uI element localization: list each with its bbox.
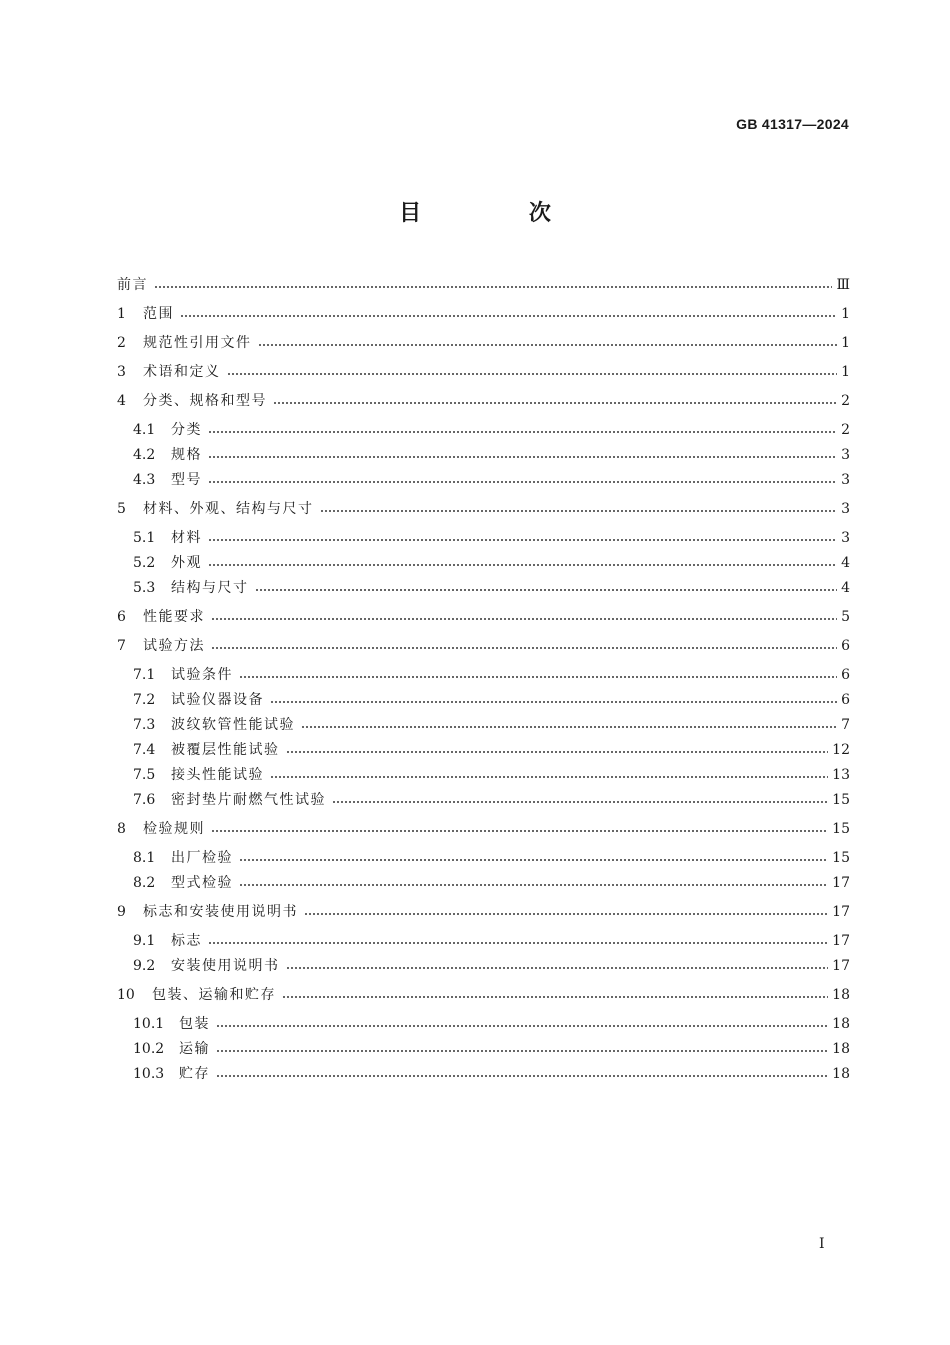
toc-entry-number: 7.6 [133,792,156,808]
toc-dot-leader [255,589,838,591]
toc-entry-page: 18 [832,987,850,1003]
toc-entry-page: 18 [832,1016,850,1032]
toc-entry-label: 包装 [179,1016,210,1032]
toc-entry-label: 试验方法 [143,638,205,654]
toc-entry-number: 4 [117,393,126,409]
toc-entry[interactable] [117,329,850,357]
standard-number: GB 41317—2024 [736,116,849,132]
toc-entry[interactable] [133,711,850,739]
toc-entry-page: 1 [841,335,850,351]
toc-entry-page: 1 [841,364,850,380]
toc-entry-page: 6 [841,667,850,683]
toc-entry[interactable] [117,632,850,660]
toc-entry-label: 结构与尺寸 [171,580,249,596]
toc-entry-label: 包装、运输和贮存 [152,987,276,1003]
toc-entry-page: 18 [832,1041,850,1057]
toc-dot-leader [208,564,837,566]
toc-entry-number: 7.1 [133,667,156,683]
toc-entry-number: 6 [117,609,126,625]
toc-entry[interactable] [117,358,850,386]
toc-entry-label: 标志 [171,933,202,949]
toc-entry-number: 7.3 [133,717,156,733]
toc-entry[interactable] [133,441,850,469]
page-number: I [819,1236,825,1252]
toc-entry[interactable] [133,1035,850,1063]
toc-entry[interactable] [133,524,850,552]
toc-entry-label: 运输 [179,1041,210,1057]
toc-entry[interactable] [133,661,850,689]
toc-entry-label: 材料 [171,530,202,546]
toc-entry-number: 10.3 [133,1066,165,1082]
toc-dot-leader [211,830,828,832]
toc-entry-label: 安装使用说明书 [171,958,280,974]
toc-entry-label: 材料、外观、结构与尺寸 [143,501,314,517]
toc-dot-leader [273,402,837,404]
toc-entry-label: 接头性能试验 [171,767,264,783]
toc-entry-label: 贮存 [179,1066,210,1082]
toc-entry-label: 分类、规格和型号 [143,393,267,409]
toc-entry-page: 3 [841,472,850,488]
toc-entry-page: 3 [841,530,850,546]
toc-entry[interactable] [117,495,850,523]
toc-entry-page: 17 [832,958,850,974]
toc-dot-leader [332,801,828,803]
toc-entry-number: 7 [117,638,126,654]
toc-entry-page: 15 [832,792,850,808]
toc-entry-label: 型号 [171,472,202,488]
toc-dot-leader [208,431,837,433]
toc-entry-number: 5.1 [133,530,156,546]
toc-dot-leader [286,967,829,969]
toc-entry-number: 8.1 [133,850,156,866]
toc-entry-number: 5.3 [133,580,156,596]
toc-entry-label: 检验规则 [143,821,205,837]
toc-entry-number: 8 [117,821,126,837]
toc-entry-label: 规范性引用文件 [143,335,252,351]
toc-entry-page: 18 [832,1066,850,1082]
toc-dot-leader [211,618,837,620]
toc-dot-leader [282,996,828,998]
toc-dot-leader [258,344,838,346]
toc-entry-number: 7.2 [133,692,156,708]
toc-entry[interactable] [117,387,850,415]
toc-dot-leader [154,286,832,288]
toc-entry-label: 密封垫片耐燃气性试验 [171,792,326,808]
toc-dot-leader [239,676,837,678]
toc-entry-number: 2 [117,335,126,351]
toc-dot-leader [301,726,837,728]
toc-entry[interactable] [117,898,850,926]
toc-entry-label: 被覆层性能试验 [171,742,280,758]
toc-dot-leader [211,647,837,649]
toc-dot-leader [208,456,837,458]
toc-entry-label: 试验条件 [171,667,233,683]
toc-dot-leader [208,942,828,944]
toc-dot-leader [270,701,837,703]
toc-entry-page: 1 [841,306,850,322]
toc-entry-number: 5 [117,501,126,517]
toc-entry[interactable] [133,416,850,444]
toc-entry[interactable] [133,549,850,577]
toc-entry-label: 型式检验 [171,875,233,891]
toc-dot-leader [239,859,828,861]
toc-entry[interactable] [117,815,850,843]
toc-entry[interactable] [117,603,850,631]
toc-entry-page: 15 [832,821,850,837]
toc-entry-number: 9.2 [133,958,156,974]
toc-entry-page: 2 [841,422,850,438]
toc-dot-leader [286,751,829,753]
toc-entry-page: 12 [832,742,850,758]
toc-entry-label: 试验仪器设备 [171,692,264,708]
toc-entry-label: 标志和安装使用说明书 [143,904,298,920]
toc-entry[interactable] [133,466,850,494]
toc-entry-number: 8.2 [133,875,156,891]
toc-entry[interactable] [133,952,850,980]
toc-entry-page: 3 [841,447,850,463]
toc-entry-number: 3 [117,364,126,380]
toc-entry-label: 规格 [171,447,202,463]
toc-dot-leader [270,776,828,778]
toc-entry-page: Ⅲ [836,277,850,293]
toc-entry[interactable] [133,761,850,789]
toc-entry[interactable] [133,686,850,714]
toc-dot-leader [216,1075,828,1077]
toc-entry-label: 性能要求 [143,609,205,625]
toc-entry-label: 外观 [171,555,202,571]
toc-entry-number: 4.3 [133,472,156,488]
toc-entry-label: 范围 [143,306,174,322]
toc-entry[interactable] [133,574,850,602]
toc-entry-label: 波纹软管性能试验 [171,717,295,733]
toc-entry[interactable] [133,736,850,764]
toc-entry-page: 6 [841,638,850,654]
toc-entry-page: 2 [841,393,850,409]
toc-entry-page: 13 [832,767,850,783]
toc-entry-page: 5 [841,609,850,625]
toc-dot-leader [239,884,828,886]
toc-entry-page: 3 [841,501,850,517]
toc-entry[interactable] [133,844,850,872]
toc-entry-page: 7 [841,717,850,733]
toc-dot-leader [320,510,838,512]
toc-entry[interactable] [133,786,850,814]
toc-entry-number: 1 [117,306,126,322]
toc-entry-page: 17 [832,875,850,891]
toc-title: 目 次 [399,201,601,226]
toc-entry-page: 17 [832,933,850,949]
toc-entry-page: 6 [841,692,850,708]
toc-dot-leader [216,1025,828,1027]
toc-entry-number: 10.2 [133,1041,165,1057]
toc-entry-number: 5.2 [133,555,156,571]
toc-entry-page: 4 [841,555,850,571]
toc-entry-number: 4.1 [133,422,156,438]
toc-entry-label: 出厂检验 [171,850,233,866]
toc-dot-leader [304,913,828,915]
toc-entry[interactable] [117,981,850,1009]
toc-dot-leader [216,1050,828,1052]
toc-entry-label: 术语和定义 [143,364,221,380]
toc-entry-number: 10.1 [133,1016,165,1032]
toc-entry-label: 分类 [171,422,202,438]
toc-entry-number: 7.4 [133,742,156,758]
toc-entry[interactable] [117,300,850,328]
toc-entry-page: 15 [832,850,850,866]
toc-entry-page: 17 [832,904,850,920]
toc-entry-page: 4 [841,580,850,596]
toc-dot-leader [227,373,838,375]
toc-dot-leader [208,539,837,541]
toc-entry[interactable] [133,1060,850,1088]
toc-entry-number: 9 [117,904,126,920]
toc-entry[interactable] [133,927,850,955]
toc-entry-label: 前言 [117,277,148,293]
toc-entry[interactable] [133,1010,850,1038]
toc-entry-number: 9.1 [133,933,156,949]
toc-entry-number: 10 [117,987,135,1003]
toc-dot-leader [208,481,837,483]
toc-dot-leader [180,315,837,317]
toc-entry-number: 7.5 [133,767,156,783]
toc-entry[interactable] [117,271,850,299]
toc-entry[interactable] [133,869,850,897]
toc-entry-number: 4.2 [133,447,156,463]
